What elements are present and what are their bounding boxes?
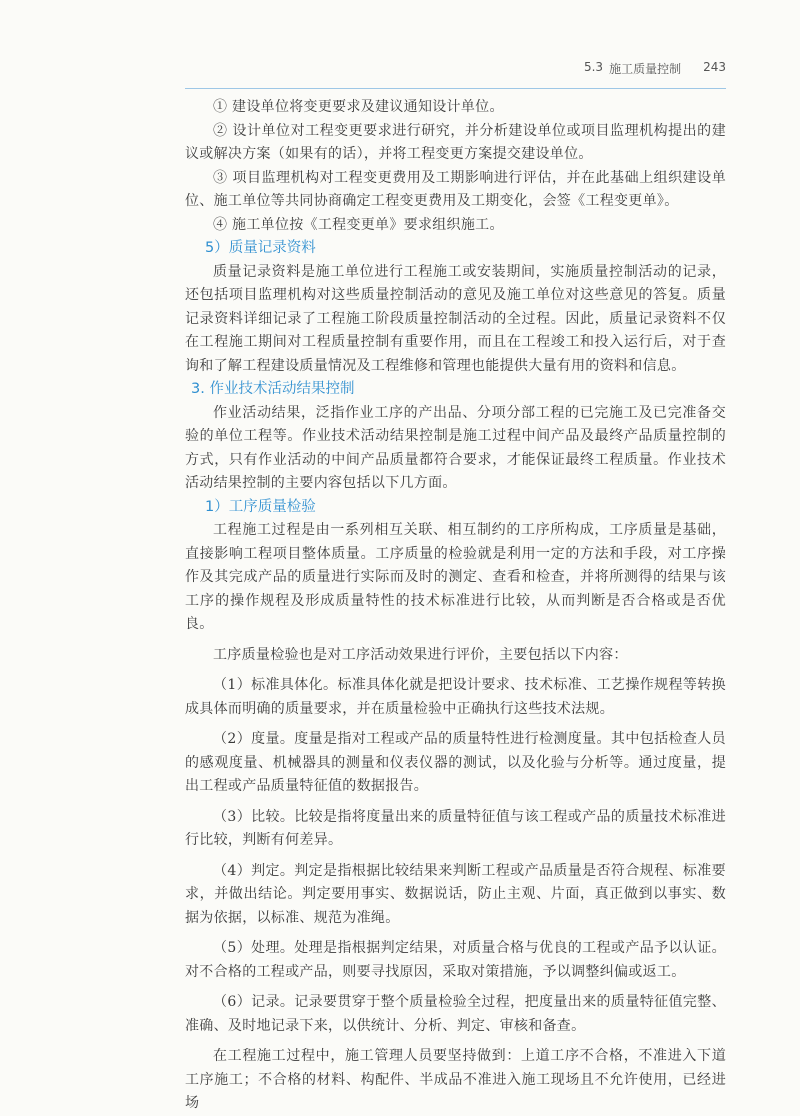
paragraph: 工序质量检验也是对工序活动效果进行评价，主要包括以下内容： <box>213 646 628 663</box>
list-item: ① 建设单位将变更要求及建议通知设计单位。 <box>213 99 504 115</box>
list-item: （3）比较。比较是指将度量出来的质量特征值与该工程或产品的质量技术标准进行比较，判断有何差异。 <box>185 808 726 848</box>
running-header <box>185 60 726 89</box>
list-item: （4）判定。判定是指根据比较结果来判断工程或产品质量是否符合规程、标准要求，并做出结论。判定要用事实、数据说话，防止主观、片面，真正做到以事实、数据为依据，以标准、规范为准绳。 <box>185 862 726 926</box>
page-body <box>185 96 726 1116</box>
list-item: ③ 项目监理机构对工程变更费用及工期影响进行评估，并在此基础上组织建设单位、施工单位等共同协商确定工程变更费用及工期变化，会签《工程变更单》。 <box>185 169 726 209</box>
list-item: ② 设计单位对工程变更要求进行研究，并分析建设单位或项目监理机构提出的建议或解决方案（如果有的话），并将工程变更方案提交建设单位。 <box>185 122 726 162</box>
section-number: 5.3 <box>583 60 604 74</box>
list-item: （6）记录。记录要贯穿于整个质量检验全过程，把度量出来的质量特征值完整、准确、及时地记录下来，以供统计、分析、判定、审核和备查。 <box>185 994 726 1034</box>
list-item: ④ 施工单位按《工程变更单》要求组织施工。 <box>213 216 504 233</box>
paragraph: 作业活动结果，泛指作业工序的产出品、分项分部工程的已完施工及已完准备交验的单位工程等。作业技术活动结果控制是施工过程中间产品及最终产品质量控制的方式，只有作业活动的中间产品质量都符合要求，才能保证最终工程质量。作业技术活动结果控制的主要内容包括以下几方面。 <box>185 404 726 491</box>
paragraph: 在工程施工过程中，施工管理人员要坚持做到：上道工序不合格，不准进入下道工序施工；不合格的材料、构配件、半成品不准进入施工现场且不允许使用，已经进场 <box>185 1048 726 1111</box>
section-title: 施工质量控制 <box>609 62 682 76</box>
list-item: （5）处理。处理是指根据判定结果，对质量合格与优良的工程或产品予以认证。对不合格的工程或产品，则要寻找原因，采取对策措施，予以调整纠偏或返工。 <box>185 940 726 980</box>
paragraph: 工程施工过程是由一系列相互关联、相互制约的工序所构成，工序质量是基础，直接影响工程项目整体质量。工序质量的检验就是利用一定的方法和手段，对工序操作及其完成产品的质量进行实际而及时的测定、查看和检查，并将所测得的结果与该工序的操作规程及形成质量特性的技术标准进行比较，从而判断是否合格或是否优良。 <box>185 522 726 632</box>
subheading-process-check: 1）工序质量检验 <box>205 498 316 515</box>
section-heading: 3. 作业技术活动结果控制 <box>191 381 355 397</box>
paragraph: 质量记录资料是施工单位进行工程施工或安装期间，实施质量控制活动的记录，还包括项目监理机构对这些质量控制活动的意见及施工单位对这些意见的答复。质量记录资料详细记录了工程施工阶段质量控制活动的全过程。因此，质量记录资料不仅在工程施工期间对工程质量控制有重要作用，而且在工程竣工和投入运行后，对于查询和了解工程建设质量情况及工程维修和管理也能提供大量有用的资料和信息。 <box>185 263 726 374</box>
list-item: （2）度量。度量是指对工程或产品的质量特性进行检测度量。其中包括检查人员的感观度量、机械器具的测量和仪表仪器的测试，以及化验与分析等。通过度量，提出工程或产品质量特征值的数据报告。 <box>185 731 726 794</box>
subheading-quality-records: 5）质量记录资料 <box>205 240 316 256</box>
page-number: 243 <box>703 60 726 74</box>
list-item: （1）标准具体化。标准具体化就是把设计要求、技术标准、工艺操作规程等转换成具体而明确的质量要求，并在质量检验中正确执行这些技术法规。 <box>185 677 726 717</box>
